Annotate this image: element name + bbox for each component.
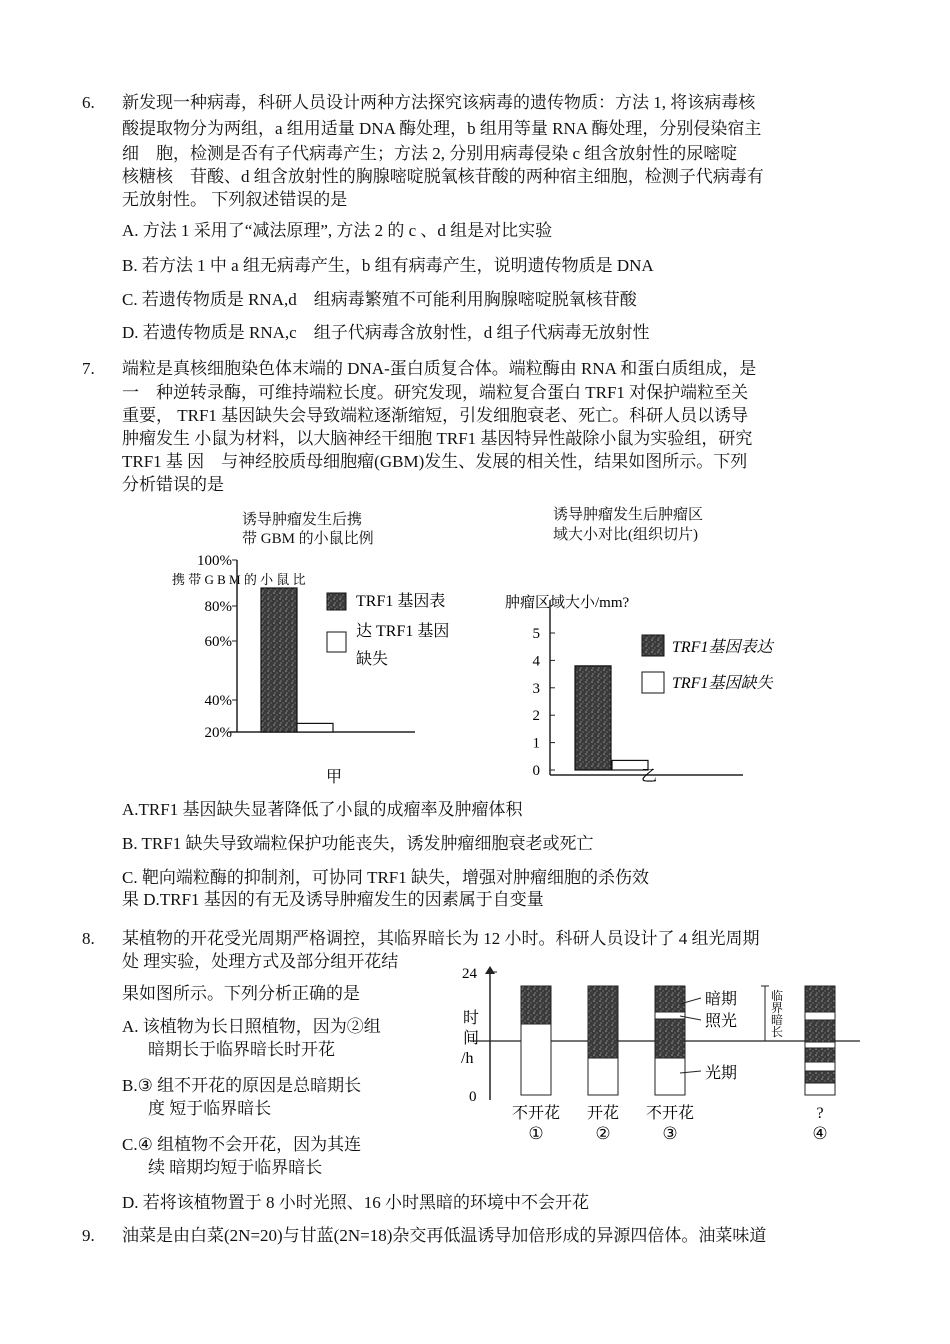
question-6-option-c: C. 若遗传物质是 RNA,d 组病毒繁殖不可能利用胸腺嘧啶脱氧核苷酸 xyxy=(122,290,637,309)
question-7-option-a: A.TRF1 基因缺失显著降低了小鼠的成瘤率及肿瘤体积 xyxy=(122,800,523,819)
chart-a xyxy=(165,550,475,790)
question-8-option-c-line-1: C.④ 组植物不会开花，因为其连 xyxy=(122,1135,362,1154)
chart-a-caption-line-2: 带 GBM 的小鼠比例 xyxy=(242,531,374,547)
chart-b-legend-swatch-deleted xyxy=(642,672,664,693)
group-1-number: ① xyxy=(528,1124,544,1143)
question-7-stem-line-3: 重要， TRF1 基因缺失会导致端粒逐渐缩短，引发细胞衰老、死亡。科研人员以诱导 xyxy=(122,406,749,425)
question-9-stem-line-1: 油菜是由白菜(2N=20)与甘蓝(2N=18)杂交再低温诱导加倍形成的异源四倍体。油菜味道 xyxy=(122,1226,767,1245)
question-6-stem-line-3: 细 胞，检测是否有子代病毒产生；方法 2, 分别用病毒侵染 c 组含放射性的尿嘧啶 xyxy=(122,144,738,163)
legend-flash: 照光 xyxy=(705,1013,738,1030)
chart-a-ytick-label: 100% xyxy=(197,553,232,569)
group-3-number: ③ xyxy=(662,1124,678,1143)
group-4-dark-2 xyxy=(805,1020,835,1042)
group-4-dark-1 xyxy=(805,986,835,1012)
question-8-option-c-line-2: 续 暗期均短于临界暗长 xyxy=(148,1158,323,1177)
question-6-option-d: D. 若遗传物质是 RNA,c 组子代病毒含放射性，d 组子代病毒无放射性 xyxy=(122,323,650,342)
chart-a-ytick-label: 40% xyxy=(204,693,232,709)
chart-b-label: 乙 xyxy=(641,768,658,785)
group-3-flash xyxy=(655,1012,685,1019)
chart-b xyxy=(495,585,773,790)
question-8-option-a-line-1: A. 该植物为长日照植物，因为②组 xyxy=(122,1017,381,1036)
question-7-stem-line-6: 分析错误的是 xyxy=(122,475,224,494)
group-1-result: 不开花 xyxy=(511,1105,561,1122)
group-4-number: ④ xyxy=(812,1124,828,1143)
critical-label-3: 暗 xyxy=(771,1013,784,1027)
question-6-option-b: B. 若方法 1 中 a 组无病毒产生，b 组有病毒产生，说明遗传物质是 DNA xyxy=(122,256,654,275)
question-9-number: 9. xyxy=(82,1226,95,1245)
question-7-stem-line-2: 一 种逆转录酶，可维持端粒长度。研究发现，端粒复合蛋白 TRF1 对保护端粒至关 xyxy=(122,383,749,402)
diagram-ylabel-2: 间 xyxy=(463,1030,480,1047)
question-7-number: 7. xyxy=(82,359,95,378)
question-8-option-b-line-1: B.③ 组不开花的原因是总暗期长 xyxy=(122,1076,362,1095)
chart-b-ylabel: 肿瘤区域大小/mm? xyxy=(505,595,630,611)
chart-b-ytick-label: 2 xyxy=(532,708,540,725)
question-6-option-a: A. 方法 1 采用了“减法原理”, 方法 2 的 c 、d 组是对比实验 xyxy=(122,221,553,240)
chart-a-legend-expressed: TRF1 基因表 xyxy=(356,593,446,610)
chart-b-ytick-label: 0 xyxy=(532,763,540,779)
chart-b-caption-line-2: 域大小对比(组织切片) xyxy=(553,527,698,543)
question-8-option-b-line-2: 度 短于临界暗长 xyxy=(148,1099,272,1118)
question-7-stem-line-1: 端粒是真核细胞染色体末端的 DNA-蛋白质复合体。端粒酶由 RNA 和蛋白质组成，是 xyxy=(122,359,757,378)
chart-a-bar-expressed xyxy=(261,588,297,732)
legend-light: 光期 xyxy=(705,1065,738,1082)
question-7-option-c: C. 靶向端粒酶的抑制剂，可协同 TRF1 缺失，增强对肿瘤细胞的杀伤效 xyxy=(122,868,650,887)
question-7-stem-line-5: TRF1 基 因 与神经胶质母细胞瘤(GBM)发生、发展的相关性，结果如图所示。下列 xyxy=(122,452,748,471)
group-3-result: 不开花 xyxy=(645,1105,695,1122)
question-7-option-b: B. TRF1 缺失导致端粒保护功能丧失，诱发肿瘤细胞衰老或死亡 xyxy=(122,834,594,853)
chart-a-caption-line-1: 诱导肿瘤发生后携 xyxy=(242,512,363,528)
critical-label-2: 界 xyxy=(771,1001,784,1015)
chart-b-ytick-label: 4 xyxy=(532,653,540,670)
diagram-ylabel-1: 时 xyxy=(463,1010,480,1027)
chart-a-ytick-label: 80% xyxy=(204,599,232,615)
question-6-stem-line-5: 无放射性。 下列叙述错误的是 xyxy=(122,190,348,209)
chart-b-legend-swatch-expressed xyxy=(642,635,664,656)
question-8-option-a-line-2: 暗期长于临界暗长时开花 xyxy=(148,1040,335,1059)
diagram-y-0-label: 0 xyxy=(469,1089,477,1105)
group-4-result: ? xyxy=(816,1105,824,1122)
chart-b-bar-expressed xyxy=(575,666,611,770)
question-6-number: 6. xyxy=(82,93,95,112)
diagram-ylabel-3: /h xyxy=(461,1050,474,1067)
group-4-dark-3 xyxy=(805,1048,835,1062)
chart-a-label: 甲 xyxy=(326,769,343,786)
chart-a-ylabel: 携 带 G B M 的 小 鼠 比 xyxy=(172,572,306,587)
group-4-dark-4 xyxy=(805,1071,835,1083)
chart-a-ytick-label: 60% xyxy=(204,634,232,650)
question-6-stem-line-2: 酸提取物分为两组，a 组用适量 DNA 酶处理，b 组用等量 RNA 酶处理，分别侵染宿主 xyxy=(122,119,762,138)
chart-a-legend-swatch-deleted xyxy=(327,632,346,652)
chart-a-bar-deleted xyxy=(297,723,333,732)
chart-b-legend-deleted: TRF1基因缺失 xyxy=(672,675,773,692)
diagram-y-arrow xyxy=(485,966,495,974)
chart-b-ytick-label: 1 xyxy=(532,735,540,752)
critical-label-1: 临 xyxy=(771,989,784,1003)
photoperiod-diagram xyxy=(455,958,865,1148)
chart-b-ytick-label: 3 xyxy=(532,680,540,697)
chart-b-ytick-label: 5 xyxy=(532,626,540,642)
question-8-option-d: D. 若将该植物置于 8 小时光照、16 小时黑暗的环境中不会开花 xyxy=(122,1193,590,1212)
chart-a-legend-swatch-expressed xyxy=(327,593,346,610)
question-7-option-d: 果 D.TRF1 基因的有无及诱导肿瘤发生的因素属于自变量 xyxy=(122,890,544,909)
chart-b-legend-expressed: TRF1基因表达 xyxy=(672,639,773,656)
chart-b-caption-line-1: 诱导肿瘤发生后肿瘤区 xyxy=(553,507,704,523)
question-8-number: 8. xyxy=(82,929,95,948)
group-3-dark-period xyxy=(655,986,685,1058)
chart-a-legend-deleted-line-2: 缺失 xyxy=(356,651,389,668)
question-8-stem-line-3: 果如图所示。下列分析正确的是 xyxy=(122,984,360,1003)
critical-label-4: 长 xyxy=(771,1025,784,1039)
group-2-number: ② xyxy=(595,1124,611,1143)
group-1-dark-period xyxy=(521,986,551,1024)
question-6-stem-line-4: 核糖核 苷酸、d 组含放射性的胸腺嘧啶脱氧核苷酸的两种宿主细胞，检测子代病毒有 xyxy=(122,167,764,186)
question-8-stem-line-2: 处 理实验，处理方式及部分组开花结 xyxy=(122,952,399,971)
question-6-stem-line-1: 新发现一种病毒，科研人员设计两种方法探究该病毒的遗传物质：方法 1, 将该病毒核 xyxy=(122,93,756,112)
legend-dark: 暗期 xyxy=(705,991,738,1008)
group-2-result: 开花 xyxy=(586,1105,620,1122)
chart-a-legend-deleted-line-1: 达 TRF1 基因 xyxy=(356,623,450,640)
diagram-y-24-label: 24 xyxy=(462,966,477,982)
chart-a-ytick-label: 20% xyxy=(204,725,232,741)
question-7-stem-line-4: 肿瘤发生 小鼠为材料，以大脑神经干细胞 TRF1 基因特异性敲除小鼠为实验组，研究 xyxy=(122,429,753,448)
group-2-dark-period xyxy=(588,986,618,1058)
question-8-stem-line-1: 某植物的开花受光周期严格调控，其临界暗长为 12 小时。科研人员设计了 4 组光周期 xyxy=(122,929,760,948)
